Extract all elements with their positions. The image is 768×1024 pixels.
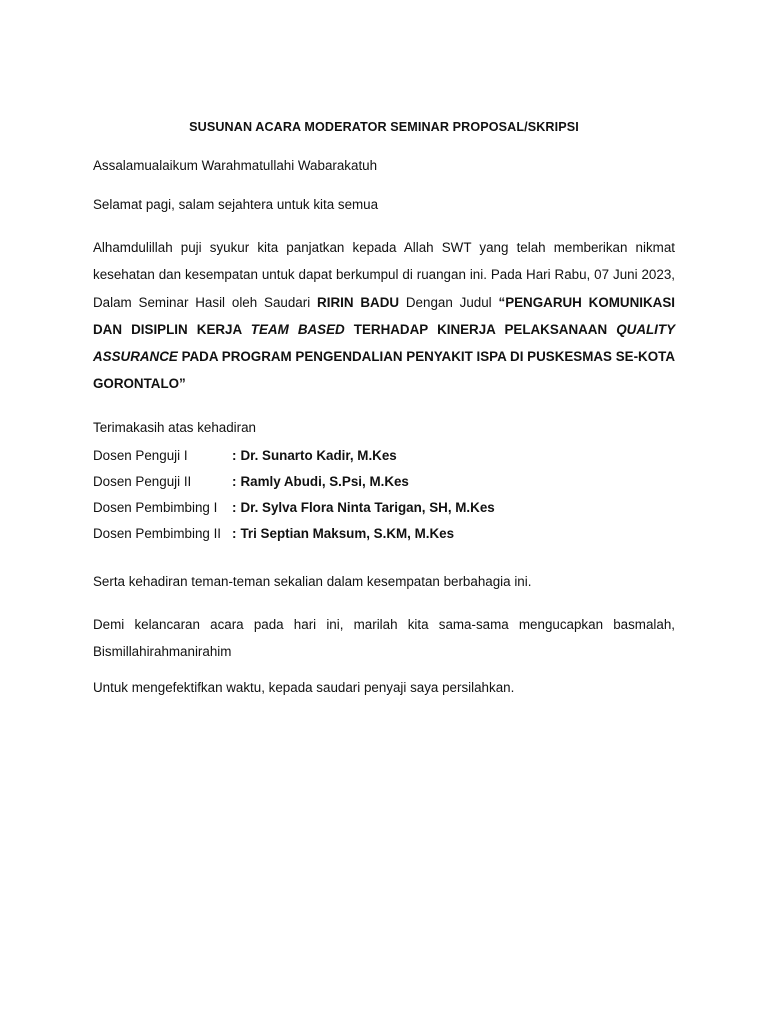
attendee-colon: : — [232, 499, 237, 515]
thanks-line: Terimakasih atas kehadiran — [93, 419, 257, 435]
attendee-colon: : — [232, 447, 237, 463]
attendee-name: Ramly Abudi, S.Psi, M.Kes — [240, 473, 409, 489]
attendee-row — [93, 469, 675, 495]
thesis-title-italic: TEAM BASED — [250, 321, 345, 337]
attendee-row — [93, 495, 675, 521]
attendee-role: Dosen Pembimbing I — [93, 499, 218, 515]
intro-paragraph — [93, 234, 675, 398]
friends-line: Serta kehadiran teman-teman sekalian dalam kesempatan berbahagia ini. — [93, 573, 532, 589]
attendee-colon: : — [232, 473, 237, 489]
salutation: Selamat pagi, salam sejahtera untuk kita semua — [93, 197, 379, 212]
attendee-name: Tri Septian Maksum, S.KM, M.Kes — [240, 525, 455, 541]
thesis-title-part: TERHADAP KINERJA PELAKSANAAN — [344, 321, 617, 337]
attendee-role: Dosen Penguji I — [93, 447, 188, 463]
document-title: SUSUNAN ACARA MODERATOR SEMINAR PROPOSAL/SKRIPSI — [189, 120, 579, 134]
thesis-title-part: PADA PROGRAM PENGENDALIAN PENYAKIT ISPA DI PUSKESMAS SE-KOTA GORONTALO” — [93, 349, 675, 392]
document-page — [93, 120, 675, 717]
closing-line: Untuk mengefektifkan waktu, kepada saudari penyaji saya persilahkan. — [93, 679, 515, 695]
attendee-role: Dosen Pembimbing II — [93, 525, 222, 541]
attendee-list — [93, 443, 675, 547]
thesis-title-italic: QUALITY ASSURANCE — [93, 321, 676, 365]
attendee-row — [93, 521, 675, 547]
presenter-name: RIRIN BADU — [317, 294, 400, 310]
basmalah-paragraph: Demi kelancaran acara pada hari ini, marilah kita sama-sama mengucapkan basmalah, Bismillahirahmanirahim — [93, 616, 675, 659]
attendee-name: Dr. Sylva Flora Ninta Tarigan, SH, M.Kes — [240, 499, 495, 515]
greeting: Assalamualaikum Warahmatullahi Wabarakatuh — [93, 158, 378, 173]
attendee-name: Dr. Sunarto Kadir, M.Kes — [240, 447, 397, 463]
thesis-title-part: “PENGARUH KOMUNIKASI DAN DISIPLIN KERJA — [93, 294, 675, 337]
attendee-row — [93, 443, 675, 469]
intro-text: Alhamdulillah puji syukur kita panjatkan kepada Allah SWT yang telah memberikan nikmat kesehatan dan kesempatan untuk dapat berkumpul di ruangan ini. Pada Hari Rabu, 07 Juni 2023, Dalam Seminar Hasil oleh Saudari — [93, 240, 675, 310]
intro-text-judul: Dengan Judul — [399, 294, 499, 310]
attendee-role: Dosen Penguji II — [93, 473, 192, 489]
attendee-colon: : — [232, 525, 237, 541]
